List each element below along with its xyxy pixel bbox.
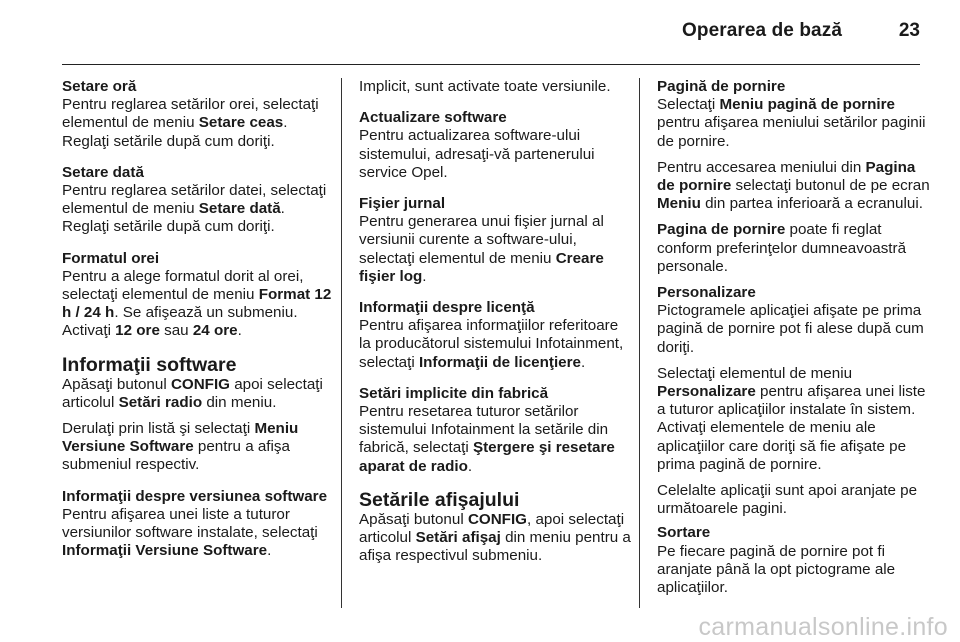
- subheading: Actualizare software: [359, 109, 507, 127]
- paragraph: [62, 376, 334, 412]
- menu-item-ref: Meniu pagină de pornire: [719, 96, 896, 114]
- paragraph: Celelalte aplicaţii sunt apoi aranjate pe următoarele pagini.: [657, 482, 918, 518]
- body-text: Pentru a alege formatul dorit al orei, selectaţi elementul de meniu: [62, 267, 304, 304]
- section-setare-data: [62, 164, 334, 237]
- body-text: . Reglaţi setările după cum doriţi.: [62, 114, 288, 150]
- button-ref: Meniu: [657, 195, 701, 213]
- body-text: Pe fiecare pagină de pornire pot fi aranjate până la opt pictograme ale aplicaţiilor.: [657, 542, 896, 597]
- body-text: Selectaţi: [657, 96, 720, 114]
- subheading: Formatul orei: [62, 249, 160, 267]
- body-text: Pentru afişarea unei liste a tuturor versiunilor software instalate, selectaţi: [62, 505, 318, 542]
- menu-item-ref: Setare dată: [198, 200, 281, 218]
- menu-item-ref: Informaţii Versiune Software: [62, 542, 268, 560]
- menu-item-ref: Informaţii de licenţiere: [418, 353, 581, 371]
- section-sortare: [657, 524, 933, 597]
- body-text: pentru a afişa submeniul respectiv.: [62, 438, 290, 474]
- body-text: .: [422, 267, 427, 285]
- body-text: .: [467, 457, 473, 475]
- section-licenta: [359, 299, 631, 372]
- button-ref: CONFIG: [467, 510, 527, 528]
- menu-item-ref: Meniu Versiune Software: [62, 420, 299, 456]
- menu-item-ref: Ştergere şi resetare aparat de radio: [359, 439, 615, 475]
- menu-item-ref: Pagina de pornire: [657, 221, 786, 239]
- column-3: [657, 78, 933, 603]
- button-ref: CONFIG: [170, 375, 230, 393]
- option-ref: 24 ore: [192, 322, 238, 340]
- body-text: Pentru afişarea informaţiilor referitoare la producătorul sistemului Infotainment, selectaţi: [359, 317, 624, 371]
- body-text: sau: [159, 322, 193, 340]
- subheading: Sortare: [657, 524, 711, 542]
- paragraph: [657, 221, 933, 276]
- body-text: Selectaţi elementul de meniu: [657, 364, 853, 382]
- body-text: apoi selectaţi articolul: [62, 375, 323, 411]
- body-text: Apăsaţi butonul: [359, 510, 468, 528]
- menu-item-ref: Creare fişier log: [359, 249, 604, 285]
- page-title: Operarea de bază: [681, 20, 842, 41]
- menu-item-ref: Setare ceas: [198, 114, 284, 132]
- subheading: Fişier jurnal: [359, 195, 446, 213]
- subheading: Setare oră: [62, 78, 137, 95]
- section-actualizare-software: [359, 109, 631, 182]
- body-text: .: [580, 353, 586, 371]
- menu-item-ref: Pagina de pornire: [657, 158, 916, 195]
- section-versiune-software: [62, 488, 334, 561]
- body-text: pentru afişarea unei liste a tuturor aplicaţiilor instalate în sistem. Activaţi elementele de meniu ale aplicaţiilor care doriţi să fie afişate pe prima pagină de pornire.: [657, 383, 926, 473]
- body-text: Pentru actualizarea software-ului sistemului, adresaţi-vă partenerului service Opel.: [359, 127, 595, 181]
- menu-item-ref: Personalizare: [657, 383, 756, 401]
- section-fisier-jurnal: [359, 195, 631, 286]
- body-text: Pentru reglarea setărilor datei, selectaţi elementul de meniu: [62, 182, 327, 218]
- body-text: din meniu.: [202, 393, 277, 411]
- section-pagina-pornire: [657, 78, 933, 151]
- body-text: . Reglaţi setările după cum doriţi.: [62, 200, 285, 236]
- paragraph: Implicit, sunt activate toate versiunile.: [359, 78, 611, 95]
- column-divider: [341, 78, 342, 608]
- column-1: [62, 78, 334, 573]
- section-heading: Setările afişajului: [359, 488, 520, 511]
- menu-item-ref: Setări afişaj: [415, 529, 501, 547]
- body-text: , apoi selectaţi articolul: [359, 510, 625, 547]
- option-ref: 12 ore: [115, 322, 160, 340]
- body-text: Derulaţi prin listă şi selectaţi: [62, 420, 255, 438]
- watermark-text: carmanualsonline.info: [698, 613, 948, 641]
- section-personalizare: [657, 284, 933, 357]
- paragraph: [657, 365, 933, 474]
- subheading: Personalizare: [657, 284, 756, 302]
- body-text: Pentru resetarea tuturor setărilor sistemului Infotainment la setările din fabrică, selectaţi: [359, 403, 609, 457]
- menu-item-ref: Format 12 h / 24 h: [62, 286, 332, 322]
- paragraph: [62, 420, 334, 475]
- body-text: din partea inferioară a ecranului.: [700, 195, 923, 213]
- column-divider: [639, 78, 640, 608]
- page-header: [62, 0, 920, 65]
- body-text: Pentru generarea unui fişier jurnal al versiunii curente a software-ului, selectaţi elementul de meniu: [359, 213, 604, 267]
- section-heading: Informaţii software: [62, 353, 237, 376]
- section-formatul-orei: [62, 250, 334, 341]
- body-text: din meniu pentru a afişa respectivul submeniu.: [359, 529, 631, 565]
- column-2: [359, 78, 631, 573]
- subheading: Pagină de pornire: [657, 78, 786, 95]
- subheading: Informaţii despre licenţă: [359, 299, 535, 317]
- subheading: Informaţii despre versiunea software: [62, 487, 328, 505]
- body-text: selectaţi butonul de pe ecran: [731, 177, 930, 195]
- body-text: poate fi reglat conform preferinţelor dumneavoastră personale.: [657, 221, 907, 275]
- paragraph: [359, 511, 631, 566]
- menu-item-ref: Setări radio: [118, 393, 203, 411]
- section-setare-ora: [62, 78, 334, 151]
- page-number: 23: [898, 20, 920, 41]
- body-text: .: [267, 542, 272, 560]
- body-text: Pentru accesarea meniului din: [657, 158, 866, 176]
- section-setari-fabrica: [359, 385, 631, 476]
- subheading: Setare dată: [62, 163, 144, 181]
- paragraph: [657, 159, 933, 214]
- body-text: . Se afişează un submeniu. Activaţi: [62, 304, 298, 340]
- body-text: Pictogramele aplicaţiei afişate pe prima pagină de pornire pot fi alese după cum doriţi.: [657, 302, 924, 356]
- body-text: Apăsaţi butonul: [62, 375, 171, 393]
- body-text: .: [237, 322, 242, 340]
- body-text: Pentru reglarea setărilor orei, selectaţi elementul de meniu: [62, 96, 319, 132]
- subheading: Setări implicite din fabrică: [359, 384, 549, 402]
- body-text: pentru afişarea meniului setărilor paginii de pornire.: [657, 114, 926, 150]
